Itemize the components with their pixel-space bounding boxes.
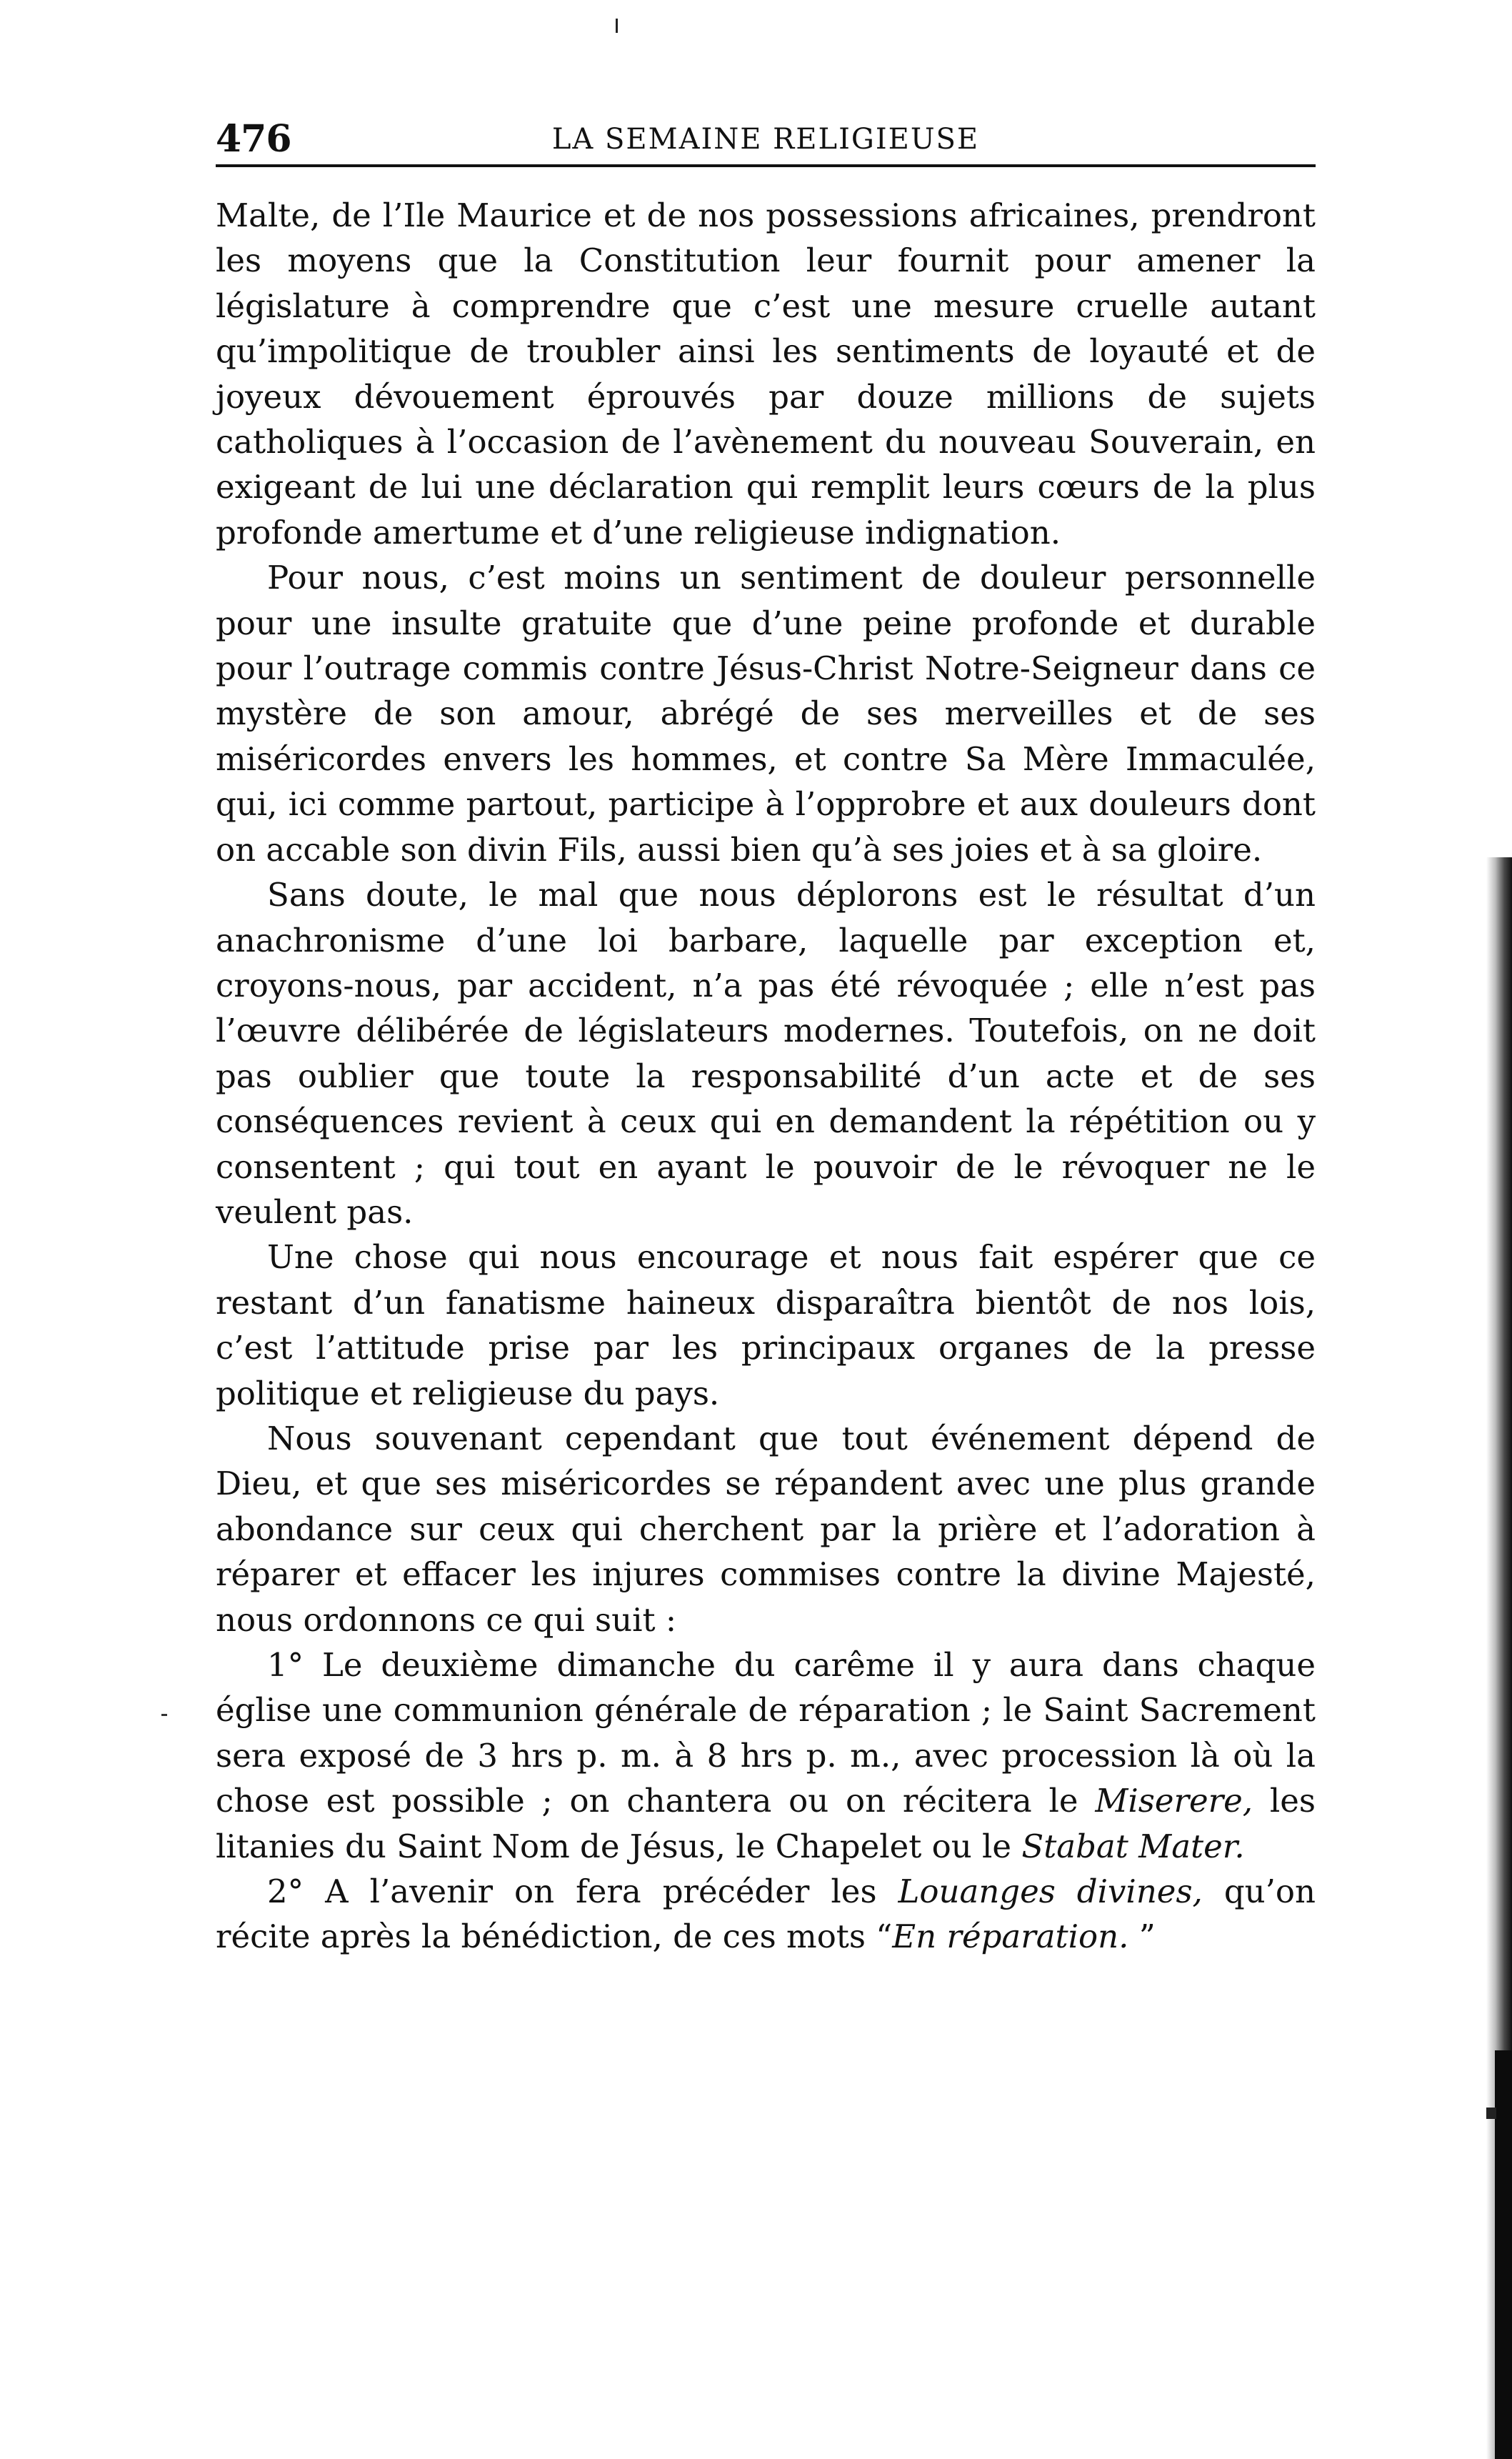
top-mark [616, 19, 618, 33]
margin-mark [161, 1714, 167, 1716]
item-2 [216, 1869, 1316, 1960]
paragraph-2: Pour nous, c’est moins un sentiment de douleur personnelle pour une insulte gratuite que d’une peine profonde et durable pour l’outrage commis contre Jésus-Christ Notre-Seigneur dans ce mystère de son amour, abrégé de ses merveilles et de ses miséricordes envers les hommes, et contre Sa Mère Immaculée, qui, ici comme partout, participe à l’opprobre et aux douleurs dont on accable son divin Fils, aussi bien qu’à ses joies et à sa gloire. [216, 559, 1316, 869]
running-title: LA SEMAINE RELIGIEUSE [551, 123, 980, 156]
item-1-text-b: les litanies du Saint Nom de Jésus, le Chapelet ou le [216, 1782, 1316, 1865]
item-1 [216, 1642, 1316, 1869]
page-header [216, 114, 1316, 167]
item-2-text-c: ” [1128, 1917, 1156, 1956]
item-2-text-a: 2° A l’avenir on fera précéder les [267, 1872, 898, 1911]
item-1-stabat-mater: Stabat Mater. [1021, 1827, 1245, 1865]
paragraph-5: Nous souvenant cependant que tout événement dépend de Dieu, et que ses miséricordes se répandent avec une plus grande abondance sur ceux qui cherchent par la prière et l’adoration à réparer et effacer les injures commises contre la divine Majesté, nous ordonnons ce qui suit : [216, 1419, 1316, 1639]
paragraph-3: Sans doute, le mal que nous déplorons est le résultat d’un anachronisme d’une loi barbare, laquelle par exception et, croyons-nous, par accident, n’a pas été révoquée ; elle n’est pas l’œuvre délibérée de législateurs modernes. Toutefois, on ne doit pas oublier que toute la responsabilité d’un acte et de ses conséquences revient à ceux qui en demandent la répétition ou y consentent ; qui tout en ayant le pouvoir de le révoquer ne le veulent pas. [216, 876, 1316, 1231]
item-2-text-b: qu’on récite après la bénédiction, de ces mots “ [216, 1872, 1316, 1956]
page-edge-notch [1486, 2108, 1496, 2119]
paragraph-4: Une chose qui nous encourage et nous fait espérer que ce restant d’un fanatisme haineux disparaîtra bientôt de nos lois, c’est l’attitude prise par les principaux organes de la presse politique et religieuse du pays. [216, 1238, 1316, 1412]
page-edge-dark [1495, 2050, 1512, 2459]
item-1-miserere: Miserere, [1095, 1782, 1253, 1820]
page-number: 476 [216, 117, 291, 161]
paragraph-1: Malte, de l’Ile Maurice et de nos possessions africaines, prendront les moyens que la Constitution leur fournit pour amener la législature à comprendre que c’est une mesure cruelle autant qu’impolitique de troubler ainsi les sentiments de loyauté et de joyeux dévouement éprouvés par douze millions de sujets catholiques à l’occasion de l’avènement du nouveau Souverain, en exigeant de lui une déclaration qui remplit leurs cœurs de la plus profonde amertume et d’une religieuse indignation. [216, 196, 1316, 552]
item-1-text-a: 1° Le deuxième dimanche du carême il y aura dans chaque église une communion générale de réparation ; le Saint Sacrement sera exposé de 3 hrs p. m. à 8 hrs p. m., avec procession là où la chose est possible ; on chantera ou on récitera le [216, 1646, 1316, 1820]
item-2-louanges-divines: Louanges divines, [898, 1872, 1203, 1911]
body-text [216, 193, 1316, 1960]
item-2-en-reparation: En réparation. [892, 1917, 1129, 1956]
